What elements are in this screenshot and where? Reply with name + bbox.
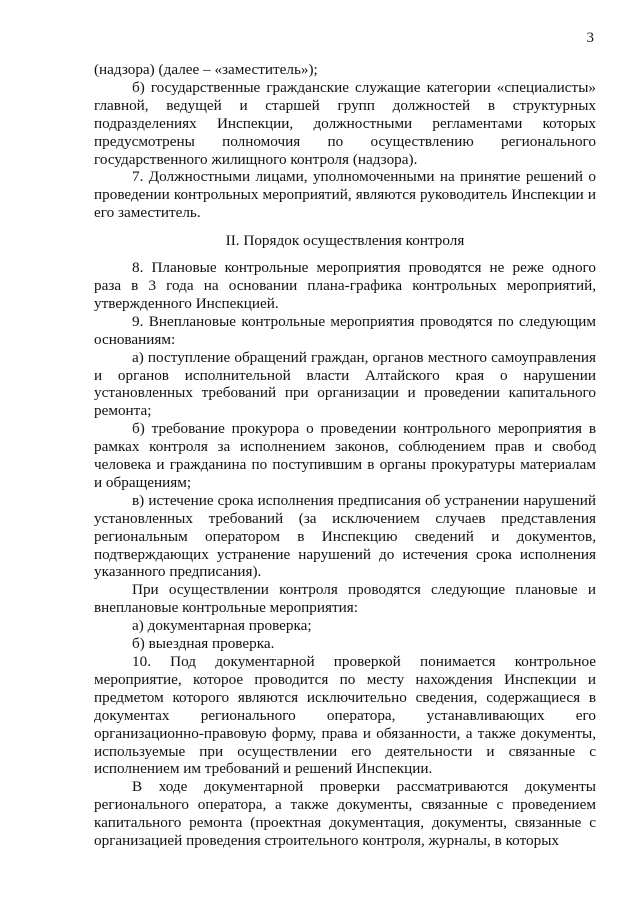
paragraph-onsite-check: б) выездная проверка. (132, 635, 275, 653)
paragraph-item-10: 10. Под документарной проверкой понимается контрольное мероприятие, которое проводится по месту нахождения Инспекции и предметом которого являются исключительно сведения, содержащиеся в документах регионального оператора, устанавливающих его организационно-правовую форму, права и обязанности, а также документы, используемые при осуществлении его деятельности и связанные с исполнением им требований и решений Инспекции. (94, 653, 596, 778)
paragraph-item-9b: б) требование прокурора о проведении контрольного мероприятия в рамках контроля за исполнением законов, соблюдением прав и свобод человека и гражданина по поступившим в органы прокуратуры материалам и обращениям; (94, 420, 596, 491)
paragraph-item-9v: в) истечение срока исполнения предписания об устранении нарушений установленных требований (за исключением случаев представления региональным оператором в Инспекцию сведений и документов, подтверждающих устранение нарушений до истечения срока исполнения указанного предписания). (94, 491, 596, 581)
document-body (94, 61, 596, 850)
section-heading: II. Порядок осуществления контроля (225, 232, 465, 250)
paragraph-item-8: 8. Плановые контрольные мероприятия проводятся не реже одного раза в 3 года на основании плана-графика контрольных мероприятий, утвержденного Инспекцией. (94, 259, 596, 312)
paragraph-item-7: 7. Должностными лицами, уполномоченными на принятие решений о проведении контрольных мероприятий, являются руководитель Инспекции и его заместитель. (94, 168, 596, 222)
paragraph-deputy-definition: (надзора) (далее – «заместитель»); (94, 61, 318, 78)
paragraph-item-9: 9. Внеплановые контрольные мероприятия проводятся по следующим основаниям: (94, 312, 596, 348)
paragraph-documentary-check: а) документарная проверка; (132, 617, 312, 635)
paragraph-civil-servants: б) государственные гражданские служащие категории «специалисты» главной, ведущей и старшей групп должностей в структурных подразделениях Инспекции, должностными регламентами которых предусмотрены полномочия по осуществлению регионального государственного жилищного контроля (надзора). (94, 78, 596, 168)
paragraph-item-9a: а) поступление обращений граждан, органов местного самоуправления и органов исполнительной власти Алтайского края о нарушении установленных требований при организации и проведении капитального ремонта; (94, 348, 596, 420)
page-number: 3 (586, 30, 594, 46)
paragraph-documentary-review: В ходе документарной проверки рассматриваются документы регионального оператора, а также документы, связанные с проведением капитального ремонта (проектная документация, документы, связанные с организацией проведения строительного контроля, журналы, в которых (94, 778, 596, 850)
paragraph-control-types: При осуществлении контроля проводятся следующие плановые и внеплановые контрольные мероприятия: (94, 581, 596, 617)
